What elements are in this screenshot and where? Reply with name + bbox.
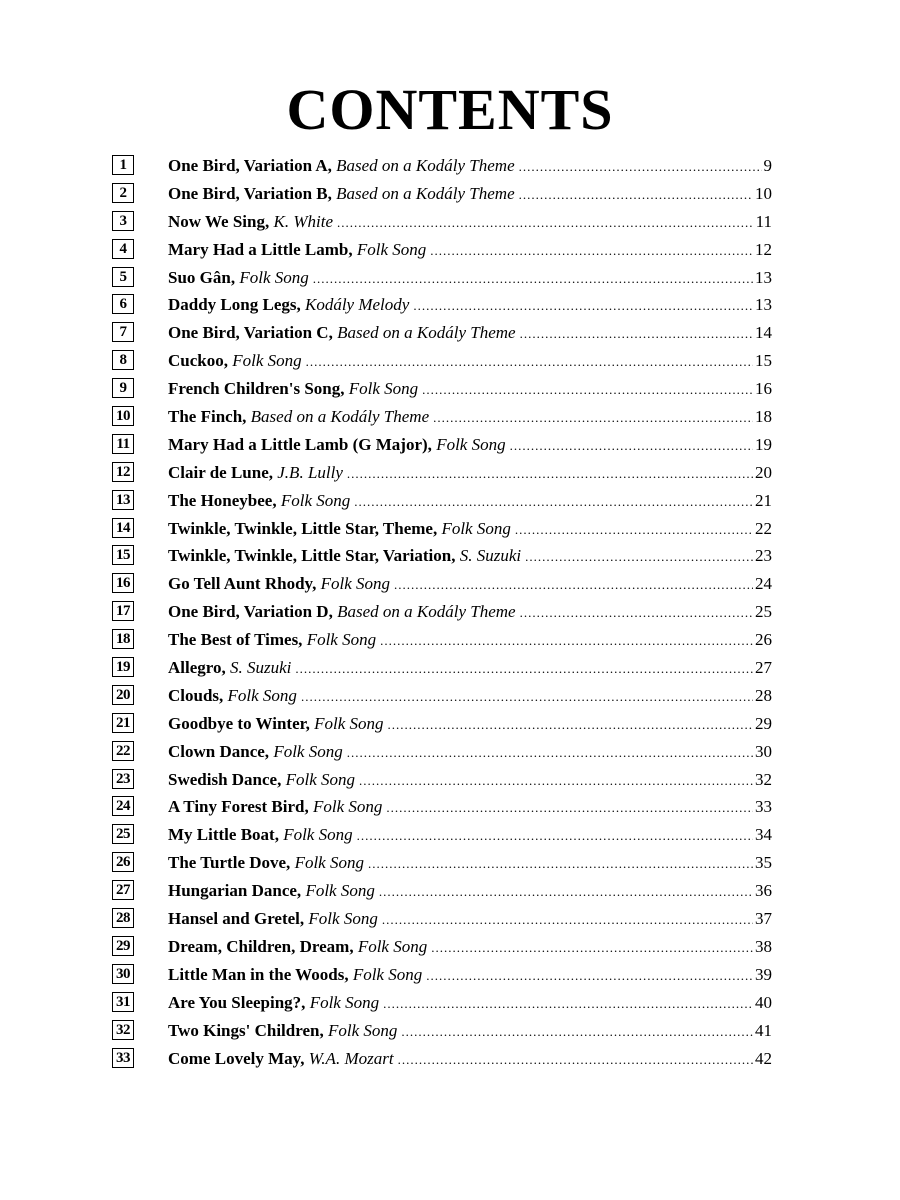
track-number-box: 9 bbox=[112, 378, 134, 398]
toc-line bbox=[168, 825, 772, 846]
toc-entry bbox=[112, 766, 772, 794]
song-credit: Folk Song bbox=[436, 434, 506, 454]
toc-line bbox=[168, 602, 772, 623]
toc-line bbox=[168, 351, 772, 372]
page-number: 30 bbox=[755, 741, 772, 761]
toc-entry bbox=[112, 598, 772, 626]
dot-leader bbox=[313, 269, 753, 289]
track-number-box: 20 bbox=[112, 685, 134, 705]
track-number-box: 2 bbox=[112, 183, 134, 203]
toc-line bbox=[168, 323, 772, 344]
dot-leader bbox=[398, 1050, 753, 1070]
toc-line bbox=[168, 574, 772, 595]
song-title: Swedish Dance, bbox=[168, 769, 282, 789]
song-credit: Folk Song bbox=[313, 797, 383, 817]
toc-entry bbox=[112, 236, 772, 264]
page-number: 18 bbox=[755, 407, 772, 427]
song-credit: Folk Song bbox=[232, 351, 302, 371]
dot-leader bbox=[383, 994, 753, 1014]
dot-leader bbox=[359, 771, 753, 791]
toc-entry bbox=[112, 793, 772, 821]
toc-line bbox=[168, 630, 772, 651]
toc-entry bbox=[112, 710, 772, 738]
toc-line bbox=[168, 519, 772, 540]
song-title: French Children's Song, bbox=[168, 379, 345, 399]
dot-leader bbox=[519, 185, 753, 205]
page-number: 23 bbox=[755, 546, 772, 566]
page-number: 11 bbox=[755, 211, 772, 231]
dot-leader bbox=[515, 520, 753, 540]
track-number-box: 8 bbox=[112, 350, 134, 370]
song-title: Allegro, bbox=[168, 658, 226, 678]
song-title: Dream, Children, Dream, bbox=[168, 936, 354, 956]
toc-line bbox=[168, 993, 772, 1014]
song-title: Hansel and Gretel, bbox=[168, 909, 305, 929]
dot-leader bbox=[433, 408, 753, 428]
track-number-box: 32 bbox=[112, 1020, 134, 1040]
song-credit: Folk Song bbox=[227, 685, 297, 705]
toc-line bbox=[168, 546, 772, 567]
toc-entry bbox=[112, 180, 772, 208]
toc-entry bbox=[112, 347, 772, 375]
dot-leader bbox=[520, 324, 753, 344]
toc-entry bbox=[112, 375, 772, 403]
track-number-box: 5 bbox=[112, 267, 134, 287]
page-number: 22 bbox=[755, 518, 772, 538]
track-number-box: 7 bbox=[112, 322, 134, 342]
toc-entry bbox=[112, 821, 772, 849]
dot-leader bbox=[431, 938, 753, 958]
song-title: Little Man in the Woods, bbox=[168, 964, 349, 984]
toc-line bbox=[168, 463, 772, 484]
dot-leader bbox=[368, 854, 753, 874]
song-title: Two Kings' Children, bbox=[168, 1020, 324, 1040]
song-title: Clown Dance, bbox=[168, 741, 270, 761]
song-title: Hungarian Dance, bbox=[168, 881, 302, 901]
song-credit: Folk Song bbox=[352, 964, 423, 984]
track-number-box: 4 bbox=[112, 239, 134, 259]
dot-leader bbox=[347, 743, 753, 763]
song-credit: Folk Song bbox=[357, 936, 428, 956]
song-title: Twinkle, Twinkle, Little Star, Theme, bbox=[168, 518, 438, 538]
dot-leader bbox=[422, 380, 753, 400]
song-credit: Folk Song bbox=[239, 267, 309, 287]
song-title: My Little Boat, bbox=[168, 825, 279, 845]
song-credit: Folk Song bbox=[273, 741, 343, 761]
page-number: 37 bbox=[755, 909, 772, 929]
page-number: 12 bbox=[755, 239, 772, 259]
page-number: 26 bbox=[755, 630, 772, 650]
dot-leader bbox=[413, 296, 753, 316]
track-number-box: 6 bbox=[112, 294, 134, 314]
song-title: Clouds, bbox=[168, 685, 224, 705]
toc-line bbox=[168, 407, 772, 428]
song-title: The Finch, bbox=[168, 407, 247, 427]
page-title: CONTENTS bbox=[286, 77, 614, 142]
page-number: 36 bbox=[755, 881, 772, 901]
page-number: 15 bbox=[755, 351, 772, 371]
track-number-box: 27 bbox=[112, 880, 134, 900]
track-number-box: 33 bbox=[112, 1048, 134, 1068]
dot-leader bbox=[379, 882, 753, 902]
toc-entry bbox=[112, 654, 772, 682]
page-number: 25 bbox=[755, 602, 772, 622]
song-title: Twinkle, Twinkle, Little Star, Variation, bbox=[168, 546, 456, 566]
toc-entry bbox=[112, 877, 772, 905]
song-credit: Folk Song bbox=[308, 909, 378, 929]
toc-entry bbox=[112, 570, 772, 598]
toc-entry bbox=[112, 152, 772, 180]
toc-entry bbox=[112, 542, 772, 570]
page-number: 34 bbox=[755, 825, 772, 845]
toc-line bbox=[168, 853, 772, 874]
song-credit: Folk Song bbox=[441, 518, 511, 538]
track-number-box: 28 bbox=[112, 908, 134, 928]
song-title: Are You Sleeping?, bbox=[168, 992, 306, 1012]
song-title: Clair de Lune, bbox=[168, 462, 274, 482]
dot-leader bbox=[306, 352, 753, 372]
page-number: 21 bbox=[755, 490, 772, 510]
track-number-box: 3 bbox=[112, 211, 134, 231]
dot-leader bbox=[301, 687, 753, 707]
track-number-box: 23 bbox=[112, 769, 134, 789]
song-title: One Bird, Variation C, bbox=[168, 323, 333, 343]
dot-leader bbox=[388, 715, 754, 735]
toc-entry bbox=[112, 403, 772, 431]
song-title: Goodbye to Winter, bbox=[168, 713, 310, 733]
track-number-box: 31 bbox=[112, 992, 134, 1012]
song-credit: Folk Song bbox=[305, 881, 375, 901]
page-number: 10 bbox=[755, 183, 772, 203]
song-title: Daddy Long Legs, bbox=[168, 295, 301, 315]
toc-entry bbox=[112, 487, 772, 515]
toc-line bbox=[168, 742, 772, 763]
track-number-box: 29 bbox=[112, 936, 134, 956]
song-credit: Kodály Melody bbox=[304, 295, 410, 315]
toc-line bbox=[168, 184, 772, 205]
dot-leader bbox=[337, 213, 754, 233]
page-number: 9 bbox=[763, 156, 772, 175]
song-title: Go Tell Aunt Rhody, bbox=[168, 574, 317, 594]
song-credit: Folk Song bbox=[309, 992, 380, 1012]
toc-line bbox=[168, 435, 772, 456]
dot-leader bbox=[386, 798, 753, 818]
song-credit: Folk Song bbox=[327, 1020, 398, 1040]
page-number: 13 bbox=[755, 295, 772, 315]
track-number-box: 22 bbox=[112, 741, 134, 761]
dot-leader bbox=[380, 631, 753, 651]
dot-leader bbox=[382, 910, 753, 930]
toc-entry bbox=[112, 264, 772, 292]
song-credit: S. Suzuki bbox=[459, 546, 522, 566]
table-of-contents bbox=[112, 152, 772, 1072]
dot-leader bbox=[519, 157, 762, 177]
toc-entry bbox=[112, 291, 772, 319]
song-title: Mary Had a Little Lamb, bbox=[168, 239, 353, 259]
song-credit: Folk Song bbox=[285, 769, 356, 789]
song-credit: Based on a Kodály Theme bbox=[250, 407, 430, 427]
toc-entry bbox=[112, 849, 772, 877]
toc-entry bbox=[112, 431, 772, 459]
track-number-box: 13 bbox=[112, 490, 134, 510]
song-credit: Folk Song bbox=[294, 853, 364, 873]
toc-line bbox=[168, 212, 772, 233]
toc-entry bbox=[112, 459, 772, 487]
page-number: 38 bbox=[755, 936, 772, 956]
song-credit: Folk Song bbox=[283, 825, 353, 845]
song-credit: K. White bbox=[273, 211, 333, 231]
song-credit: Based on a Kodály Theme bbox=[337, 602, 516, 622]
toc-line bbox=[168, 156, 772, 177]
toc-line bbox=[168, 714, 772, 735]
song-credit: Based on a Kodály Theme bbox=[337, 323, 516, 343]
toc-line bbox=[168, 1049, 772, 1070]
toc-line bbox=[168, 797, 772, 818]
song-credit: Folk Song bbox=[306, 630, 377, 650]
page-number: 19 bbox=[755, 434, 772, 454]
dot-leader bbox=[426, 966, 753, 986]
toc-entry bbox=[112, 905, 772, 933]
toc-line bbox=[168, 295, 772, 316]
track-number-box: 16 bbox=[112, 573, 134, 593]
track-number-box: 12 bbox=[112, 462, 134, 482]
song-title: Cuckoo, bbox=[168, 351, 228, 371]
toc-entry bbox=[112, 319, 772, 347]
toc-line bbox=[168, 491, 772, 512]
toc-entry bbox=[112, 933, 772, 961]
toc-entry bbox=[112, 1045, 772, 1073]
song-title: Come Lovely May, bbox=[168, 1048, 305, 1068]
dot-leader bbox=[430, 241, 753, 261]
track-number-box: 10 bbox=[112, 406, 134, 426]
toc-entry bbox=[112, 961, 772, 989]
page-number: 29 bbox=[755, 713, 772, 733]
page-number: 32 bbox=[755, 769, 772, 789]
page-number: 24 bbox=[755, 574, 772, 594]
toc-line bbox=[168, 240, 772, 261]
track-number-box: 30 bbox=[112, 964, 134, 984]
track-number-box: 24 bbox=[112, 796, 134, 816]
song-credit: Based on a Kodály Theme bbox=[336, 156, 515, 175]
song-credit: Based on a Kodály Theme bbox=[336, 183, 515, 203]
dot-leader bbox=[295, 659, 753, 679]
toc-entry bbox=[112, 626, 772, 654]
dot-leader bbox=[510, 436, 753, 456]
dot-leader bbox=[354, 492, 753, 512]
song-title: One Bird, Variation D, bbox=[168, 602, 333, 622]
track-number-box: 26 bbox=[112, 852, 134, 872]
song-credit: Folk Song bbox=[314, 713, 384, 733]
song-credit: S. Suzuki bbox=[230, 658, 292, 678]
dot-leader bbox=[520, 603, 753, 623]
song-credit: Folk Song bbox=[280, 490, 351, 510]
song-title: The Turtle Dove, bbox=[168, 853, 291, 873]
track-number-box: 18 bbox=[112, 629, 134, 649]
song-credit: J.B. Lully bbox=[277, 462, 343, 482]
page-number: 14 bbox=[755, 323, 772, 343]
page-number: 28 bbox=[755, 685, 772, 705]
toc-line bbox=[168, 686, 772, 707]
song-title: One Bird, Variation A, bbox=[168, 156, 332, 175]
song-title: A Tiny Forest Bird, bbox=[168, 797, 309, 817]
dot-leader bbox=[525, 547, 753, 567]
page-number: 40 bbox=[755, 992, 772, 1012]
track-number-box: 1 bbox=[112, 155, 134, 175]
track-number-box: 15 bbox=[112, 545, 134, 565]
page-number: 35 bbox=[755, 853, 772, 873]
toc-line bbox=[168, 881, 772, 902]
song-title: The Best of Times, bbox=[168, 630, 303, 650]
song-credit: W.A. Mozart bbox=[308, 1048, 394, 1068]
toc-entry bbox=[112, 208, 772, 236]
song-credit: Folk Song bbox=[348, 379, 419, 399]
page-number: 41 bbox=[755, 1020, 772, 1040]
page-number: 16 bbox=[755, 379, 772, 399]
toc-entry bbox=[112, 682, 772, 710]
track-number-box: 21 bbox=[112, 713, 134, 733]
toc-line bbox=[168, 770, 772, 791]
dot-leader bbox=[401, 1022, 753, 1042]
track-number-box: 25 bbox=[112, 824, 134, 844]
toc-line bbox=[168, 379, 772, 400]
track-number-box: 11 bbox=[112, 434, 134, 454]
dot-leader bbox=[347, 464, 753, 484]
song-title: Mary Had a Little Lamb (G Major), bbox=[168, 434, 432, 454]
track-number-box: 17 bbox=[112, 601, 134, 621]
track-number-box: 14 bbox=[112, 518, 134, 538]
toc-entry bbox=[112, 1017, 772, 1045]
song-credit: Folk Song bbox=[356, 239, 427, 259]
dot-leader bbox=[394, 575, 753, 595]
song-credit: Folk Song bbox=[320, 574, 390, 594]
song-title: The Honeybee, bbox=[168, 490, 277, 510]
page-number: 20 bbox=[755, 462, 772, 482]
song-title: Now We Sing, bbox=[168, 211, 270, 231]
toc-line bbox=[168, 965, 772, 986]
toc-line bbox=[168, 268, 772, 289]
toc-line bbox=[168, 1021, 772, 1042]
toc-entry bbox=[112, 738, 772, 766]
page-number: 39 bbox=[755, 964, 772, 984]
page-number: 33 bbox=[755, 797, 772, 817]
page-number: 27 bbox=[755, 658, 772, 678]
toc-line bbox=[168, 658, 772, 679]
page-number: 42 bbox=[755, 1048, 772, 1068]
track-number-box: 19 bbox=[112, 657, 134, 677]
toc-line bbox=[168, 909, 772, 930]
dot-leader bbox=[357, 826, 753, 846]
page-number: 13 bbox=[755, 267, 772, 287]
toc-entry bbox=[112, 515, 772, 543]
toc-line bbox=[168, 937, 772, 958]
song-title: One Bird, Variation B, bbox=[168, 183, 332, 203]
song-title: Suo Gân, bbox=[168, 267, 236, 287]
toc-entry bbox=[112, 989, 772, 1017]
